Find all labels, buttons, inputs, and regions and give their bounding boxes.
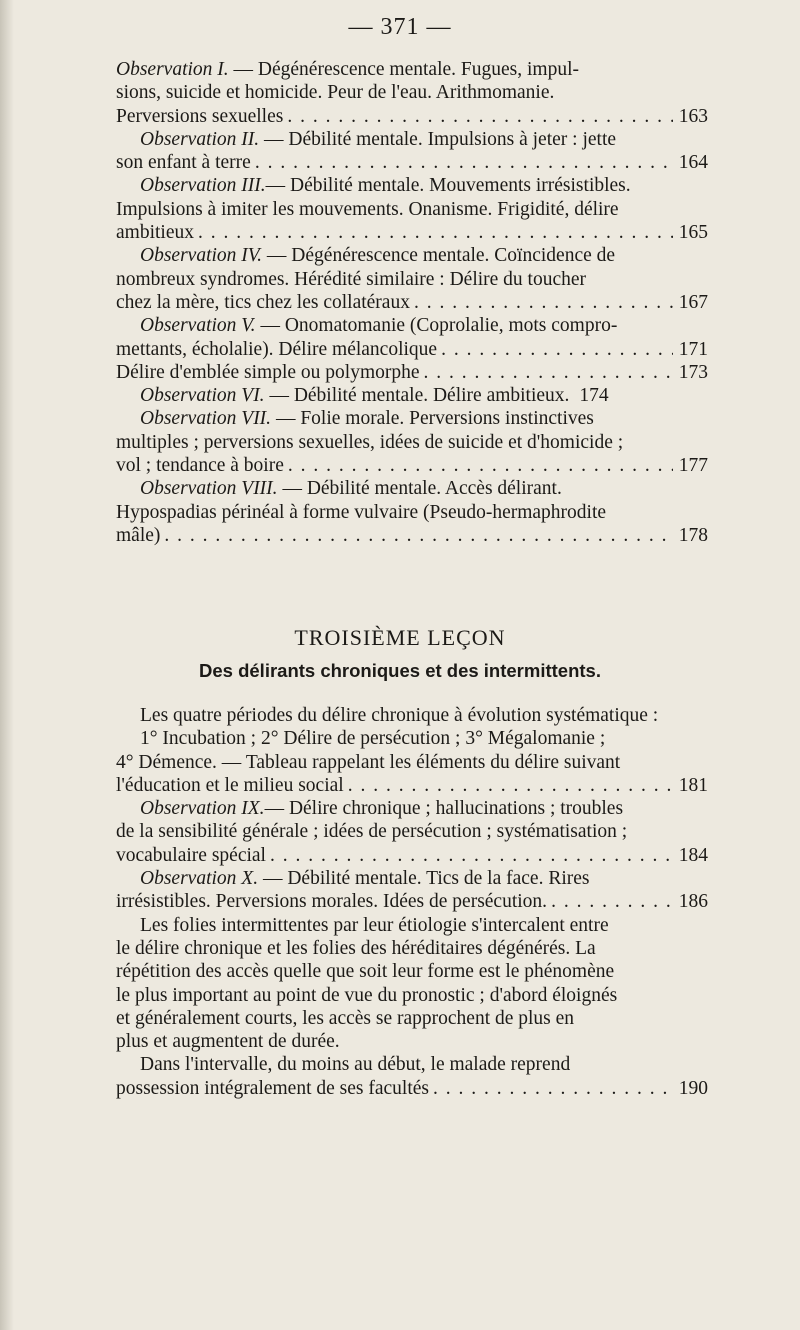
entry-page-ref: 167 bbox=[678, 291, 708, 313]
entry-line: — Débilité mentale. Impulsions à jeter : jette bbox=[264, 128, 617, 150]
entry-title: Observation X. bbox=[140, 868, 259, 890]
entry-line: le plus important au point de vue du pronostic ; d'abord éloignés bbox=[116, 984, 618, 1006]
leader-dots bbox=[420, 361, 673, 384]
toc-entry-obs-1 bbox=[116, 58, 708, 128]
entry-page-ref: 177 bbox=[678, 455, 708, 477]
entry-title: Observation IV. bbox=[140, 245, 263, 267]
entry-title: Observation IX. bbox=[140, 798, 265, 820]
entry-last-line: l'éducation et le milieu social bbox=[116, 774, 344, 796]
entry-line: et généralement courts, les accès se rapprochent de plus en bbox=[116, 1007, 575, 1029]
entry-last-line: — Débilité mentale. Délire ambitieux. bbox=[269, 385, 570, 407]
entry-line: — Folie morale. Perversions instinctives bbox=[275, 408, 594, 430]
toc-entry-obs-9 bbox=[116, 797, 708, 867]
entry-line: nombreux syndromes. Hérédité similaire : Délire du toucher bbox=[116, 268, 587, 290]
leader-dots bbox=[251, 151, 673, 174]
entry-last-line: vocabulaire spécial bbox=[116, 844, 266, 866]
toc-entry-obs-2 bbox=[116, 128, 708, 175]
entry-page-ref: 184 bbox=[678, 844, 708, 866]
entry-page-ref: 165 bbox=[678, 222, 708, 244]
leader-dots bbox=[284, 454, 673, 477]
entry-last-line: Délire d'emblée simple ou polymorphe bbox=[116, 361, 420, 383]
entry-line: — Délire chronique ; hallucinations ; troubles bbox=[264, 798, 624, 820]
entry-line: Dans l'intervalle, du moins au début, le malade reprend bbox=[140, 1054, 571, 1076]
entry-page-ref: 178 bbox=[678, 524, 708, 546]
toc-entry-periods bbox=[116, 704, 708, 797]
entry-line: Impulsions à imiter les mouvements. Onanisme. Frigidité, délire bbox=[116, 198, 619, 220]
entry-line: — Dégénérescence mentale. Coïncidence de bbox=[266, 245, 616, 267]
leader-dots bbox=[410, 291, 673, 314]
entry-line: — Débilité mentale. Tics de la face. Rires bbox=[262, 868, 590, 890]
entry-page-ref: 181 bbox=[678, 774, 708, 796]
entry-last-line: ambitieux bbox=[116, 222, 194, 244]
entry-page-ref: 186 bbox=[678, 891, 708, 913]
toc-entry-obs-4 bbox=[116, 244, 708, 314]
leader-dots bbox=[437, 338, 673, 361]
entry-line: Hypospadias périnéal à forme vulvaire (Pseudo-hermaphrodite bbox=[116, 501, 607, 523]
leader-dots bbox=[266, 844, 673, 867]
entry-last-line: possession intégralement de ses facultés bbox=[116, 1077, 429, 1099]
toc-entry-obs-8 bbox=[116, 477, 708, 547]
toc-top-block bbox=[116, 58, 708, 547]
entry-line: le délire chronique et les folies des héréditaires dégénérés. La bbox=[116, 937, 596, 959]
entry-title: Observation II. bbox=[140, 128, 260, 150]
entry-title: Observation VII. bbox=[140, 408, 272, 430]
entry-line: de la sensibilité générale ; idées de persécution ; systématisation ; bbox=[116, 821, 628, 843]
entry-last-line: chez la mère, tics chez les collatéraux bbox=[116, 291, 410, 313]
leader-dots bbox=[283, 105, 672, 128]
entry-line: plus et augmentent de durée. bbox=[116, 1031, 340, 1053]
entry-line: répétition des accès quelle que soit leur forme est le phénomène bbox=[116, 961, 615, 983]
section-title: TROISIÈME LEÇON bbox=[294, 625, 506, 650]
toc-entry-obs-3 bbox=[116, 174, 708, 244]
entry-line: — Débilité mentale. Mouvements irrésistibles. bbox=[265, 175, 631, 197]
page-number: — 371 — bbox=[348, 14, 452, 40]
entry-line: — Dégénérescence mentale. Fugues, impul- bbox=[233, 59, 579, 80]
entry-line: sions, suicide et homicide. Peur de l'eau. Arithmomanie. bbox=[116, 82, 555, 104]
entry-line: Les quatre périodes du délire chronique à évolution systématique : bbox=[140, 705, 659, 726]
entry-last-line: mâle) bbox=[116, 524, 161, 546]
entry-title: Observation I. bbox=[116, 59, 229, 80]
toc-bottom-block bbox=[116, 704, 708, 1100]
entry-line: mettants, écholalie). Délire mélancolique bbox=[116, 338, 438, 360]
entry-page-ref: 171 bbox=[678, 338, 708, 360]
entry-title: Observation VIII. bbox=[140, 478, 278, 500]
entry-page-ref: 173 bbox=[678, 361, 708, 383]
toc-entry-obs-10 bbox=[116, 867, 708, 914]
entry-page-ref: 174 bbox=[579, 385, 609, 407]
section-subtitle: Des délirants chroniques et des intermittents. bbox=[199, 660, 601, 681]
entry-line: — Débilité mentale. Accès délirant. bbox=[282, 478, 562, 500]
entry-line: Les folies intermittentes par leur étiologie s'intercalent entre bbox=[140, 914, 609, 936]
toc-entry-obs-5 bbox=[116, 314, 708, 384]
entry-page-ref: 164 bbox=[678, 152, 708, 174]
leader-dots bbox=[547, 890, 673, 913]
leader-dots bbox=[160, 524, 672, 547]
entry-line: 1° Incubation ; 2° Délire de persécution ; 3° Mégalomanie ; bbox=[140, 728, 606, 750]
entry-page-ref: 190 bbox=[678, 1077, 708, 1099]
entry-page-ref: 163 bbox=[678, 105, 708, 127]
leader-dots bbox=[429, 1077, 673, 1100]
entry-title: Observation VI. bbox=[140, 385, 265, 407]
entry-line: multiples ; perversions sexuelles, idées de suicide et d'homicide ; bbox=[116, 431, 624, 453]
toc-entry-obs-7 bbox=[116, 407, 708, 477]
entry-line: — Onomatomanie (Coprolalie, mots compro- bbox=[260, 315, 618, 337]
toc-entry-intermittent bbox=[116, 914, 708, 1100]
entry-last-line: irrésistibles. Perversions morales. Idées de persécution. bbox=[116, 891, 548, 913]
entry-line: 4° Démence. — Tableau rappelant les éléments du délire suivant bbox=[116, 751, 621, 773]
leader-dots bbox=[194, 221, 673, 244]
toc-entry-obs-6 bbox=[116, 384, 708, 407]
entry-last-line: Perversions sexuelles bbox=[116, 105, 284, 127]
entry-last-line: vol ; tendance à boire bbox=[116, 455, 284, 477]
entry-last-line: son enfant à terre bbox=[116, 152, 251, 174]
leader-dots bbox=[344, 774, 673, 797]
entry-title: Observation V. bbox=[140, 315, 256, 337]
entry-title: Observation III. bbox=[140, 175, 266, 197]
